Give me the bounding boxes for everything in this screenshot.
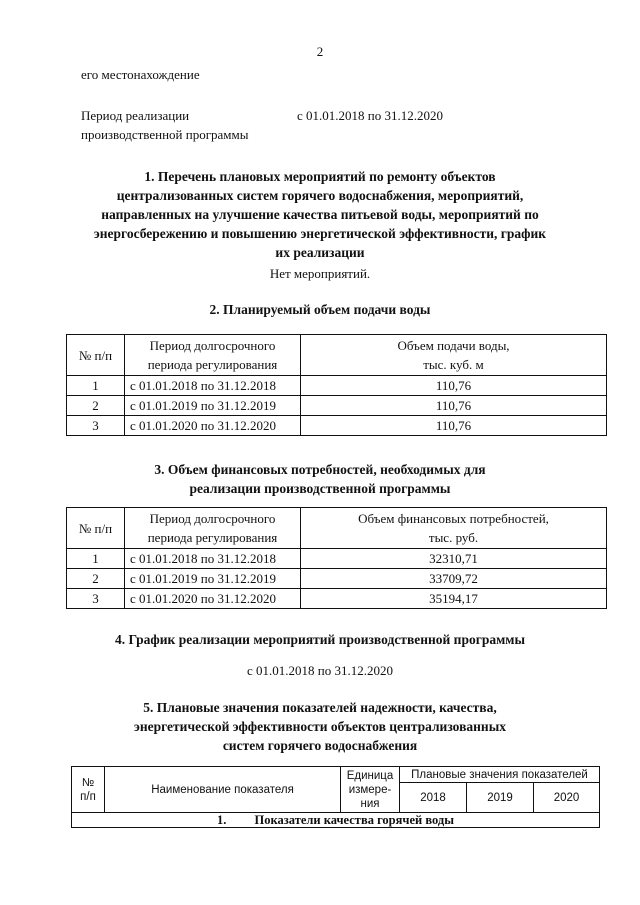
cell-value: 110,76	[301, 396, 607, 416]
cell-period: с 01.01.2020 по 31.12.2020	[125, 589, 301, 609]
table-row	[67, 416, 607, 436]
table-row	[67, 569, 607, 589]
section1-title-line-4: энергосбережению и повышению энергетической эффективности, график	[93, 226, 547, 241]
cell-period: с 01.01.2018 по 31.12.2018	[125, 549, 301, 569]
cell-num: 1	[67, 549, 125, 569]
section4-period: с 01.01.2018 по 31.12.2020	[247, 663, 393, 678]
section1-title-line-5: их реализации	[275, 245, 365, 260]
header-financial: Объем финансовых потребностей, тыс. руб.	[301, 508, 607, 549]
cell-period: с 01.01.2019 по 31.12.2019	[125, 569, 301, 589]
period-label-1: Период реализации	[81, 108, 190, 123]
cell-num: 2	[67, 569, 125, 589]
location-line: его местонахождение	[81, 67, 200, 82]
cell-num: 3	[67, 589, 125, 609]
cell-period: с 01.01.2019 по 31.12.2019	[125, 396, 301, 416]
header-num: № п/п	[67, 335, 125, 376]
table-header-row	[72, 767, 600, 783]
subheader-num: 1.	[217, 813, 227, 827]
subheader-quality	[72, 813, 600, 828]
subheader-text: Показатели качества горячей воды	[254, 813, 454, 827]
header-num: № п/п	[67, 508, 125, 549]
table-header-row	[67, 335, 607, 376]
section5-title-line-3: систем горячего водоснабжения	[222, 738, 418, 753]
water-volume-table	[66, 334, 607, 436]
header-period: Период долгосрочного периода регулирования	[125, 335, 301, 376]
cell-period: с 01.01.2018 по 31.12.2018	[125, 376, 301, 396]
table-subheader-row	[72, 813, 600, 828]
section5-title-line-1: 5. Плановые значения показателей надежности, качества,	[143, 700, 497, 715]
section1-title-line-2: централизованных систем горячего водоснабжения, мероприятий,	[116, 188, 524, 203]
page-number: 2	[316, 44, 324, 59]
section3-title-line-2: реализации производственной программы	[189, 481, 451, 496]
table-row	[67, 396, 607, 416]
cell-value: 32310,71	[301, 549, 607, 569]
section1-title-line-1: 1. Перечень плановых мероприятий по ремонту объектов	[144, 169, 496, 184]
indicators-table	[71, 766, 600, 828]
table-row	[67, 376, 607, 396]
cell-value: 33709,72	[301, 569, 607, 589]
financial-needs-table	[66, 507, 607, 609]
section1-note: Нет мероприятий.	[269, 266, 371, 281]
cell-num: 2	[67, 396, 125, 416]
cell-value: 110,76	[301, 416, 607, 436]
table-row	[67, 589, 607, 609]
header-planned-values: Плановые значения показателей	[400, 767, 600, 783]
header-period: Период долгосрочного периода регулирования	[125, 508, 301, 549]
cell-num: 3	[67, 416, 125, 436]
header-num: № п/п	[72, 767, 105, 813]
section2-title: 2. Планируемый объем подачи воды	[209, 302, 431, 317]
header-year-2018: 2018	[400, 783, 467, 813]
section1-title-line-3: направленных на улучшение качества питьевой воды, мероприятий по	[101, 207, 539, 222]
period-value: с 01.01.2018 по 31.12.2020	[297, 108, 443, 123]
period-label-2: производственной программы	[81, 127, 249, 142]
header-unit: Единица измере- ния	[341, 767, 400, 813]
cell-num: 1	[67, 376, 125, 396]
header-year-2020: 2020	[534, 783, 600, 813]
header-indicator-name: Наименование показателя	[105, 767, 341, 813]
table-header-row	[67, 508, 607, 549]
table-row	[67, 549, 607, 569]
section3-title-line-1: 3. Объем финансовых потребностей, необходимых для	[154, 462, 486, 477]
section4-title: 4. График реализации мероприятий производственной программы	[114, 632, 526, 647]
cell-value: 35194,17	[301, 589, 607, 609]
section5-title-line-2: энергетической эффективности объектов централизованных	[133, 719, 506, 734]
cell-value: 110,76	[301, 376, 607, 396]
cell-period: с 01.01.2020 по 31.12.2020	[125, 416, 301, 436]
header-year-2019: 2019	[467, 783, 534, 813]
header-volume: Объем подачи воды, тыс. куб. м	[301, 335, 607, 376]
